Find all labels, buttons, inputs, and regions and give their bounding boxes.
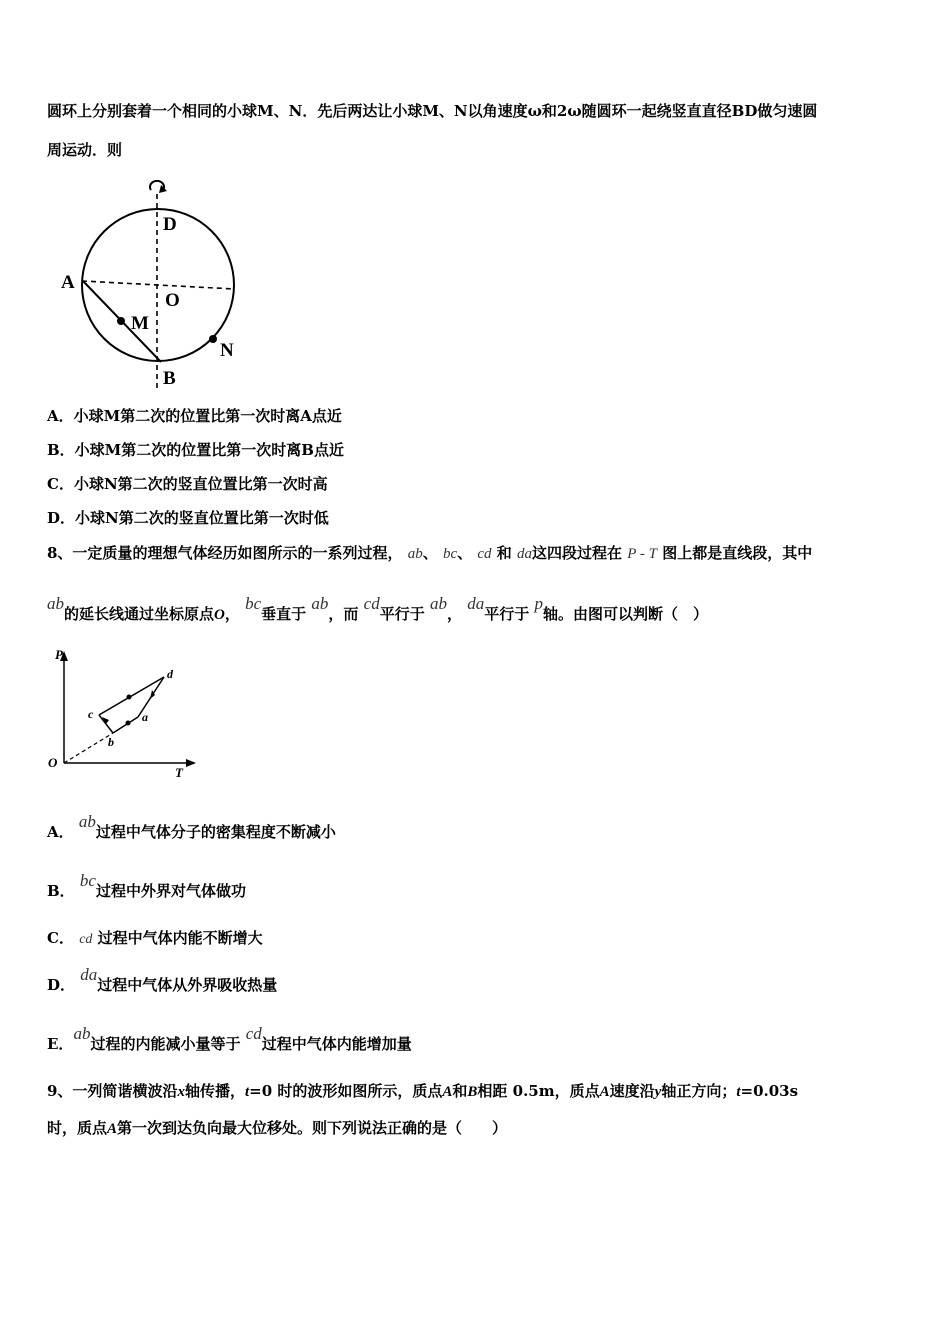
var-ab: ab — [407, 546, 423, 562]
segment-cd — [99, 677, 164, 715]
q9-text: 9、一列简谐横波沿 — [47, 1082, 178, 1100]
label-d: d — [167, 667, 173, 681]
q8-l2-6: 平行于 — [484, 605, 530, 623]
q8-l2-1: 的延长线通过坐标原点 — [64, 605, 215, 623]
var-t: t — [244, 1084, 250, 1100]
option-text: 过程中气体从外界吸收热量 — [97, 976, 278, 994]
var-da: da — [467, 594, 485, 613]
q8-option-d — [47, 965, 278, 995]
label-n: N — [220, 340, 234, 361]
var-y: y — [654, 1084, 662, 1100]
q9-text: 时，质点 — [47, 1119, 108, 1137]
label-b: B — [163, 368, 176, 389]
q8-stem-line-1 — [47, 543, 812, 564]
q8-l2-4: 平行于 — [379, 605, 425, 623]
q9-text: 轴传播， — [184, 1082, 245, 1100]
option-var: bc — [79, 871, 96, 890]
option-text: 过程的内能减小量等于 — [90, 1035, 241, 1053]
figure-ring — [55, 180, 255, 390]
diameter-ao — [82, 281, 234, 289]
ball-m — [117, 317, 125, 325]
q7-option-b: B．小球M第二次的位置比第一次时离B点近 — [47, 441, 344, 459]
q9-text: 轴正方向； — [661, 1082, 737, 1100]
q8-option-c — [47, 928, 263, 950]
option-label: D． — [47, 976, 76, 994]
label-t: T — [175, 765, 183, 780]
q8-option-a — [47, 812, 336, 842]
var-ab: ab — [429, 594, 447, 613]
var-a: A — [442, 1084, 453, 1100]
q8-option-e — [47, 1024, 412, 1054]
q8-l2-3: ，而 — [328, 605, 359, 623]
segment-ab — [113, 717, 138, 733]
option-label: B． — [47, 882, 75, 900]
label-a: a — [142, 710, 148, 724]
q9-line-2 — [47, 1118, 507, 1139]
var-p: p — [534, 594, 543, 613]
option-var: cd — [79, 932, 93, 947]
q8-l2-7: 轴。由图可以判断（ ） — [542, 605, 708, 623]
var-b: B — [467, 1084, 478, 1100]
label-b: b — [108, 735, 114, 749]
figure-pt-diagram — [40, 645, 200, 780]
q8-stem-a: 8、一定质量的理想气体经历如图所示的一系列过程， — [47, 544, 403, 562]
q8-l2-5: ， — [446, 605, 462, 623]
q9-text: 第一次到达负向最大位移处。则下列说法正确的是（ ） — [117, 1119, 508, 1137]
var-cd: cd — [363, 594, 380, 613]
label-c: c — [88, 707, 94, 721]
option-text: 过程中外界对气体做功 — [95, 882, 246, 900]
q8-l2-2: 垂直于 — [261, 605, 307, 623]
var-bc: bc — [442, 546, 458, 562]
intro-line-2: 周运动．则 — [47, 141, 123, 159]
intro-line-1: 圆环上分别套着一个相同的小球M、N．先后两达让小球M、N以角速度ω和2ω随圆环一起绕竖直直径BD做匀速圆 — [47, 102, 818, 120]
q9-text: 和 — [452, 1082, 468, 1100]
q9-text: 相距 0.5m，质点 — [477, 1082, 600, 1100]
label-o: O — [48, 755, 58, 770]
q9-line-1 — [47, 1081, 798, 1102]
q9-text: 速度沿 — [609, 1082, 655, 1100]
var-pt: P - T — [627, 546, 657, 562]
option-var: cd — [245, 1024, 262, 1043]
q8-stem-c: 图上都是直线段，其中 — [662, 544, 813, 562]
label-m: M — [131, 313, 149, 334]
var-a: A — [107, 1121, 118, 1137]
option-text: 过程中气体分子的密集程度不断减小 — [95, 823, 336, 841]
option-var: ab — [73, 1024, 91, 1043]
var-a: A — [599, 1084, 610, 1100]
q9-text: =0.03s — [740, 1082, 799, 1100]
q7-option-a: A．小球M第二次的位置比第一次时离A点近 — [47, 407, 342, 425]
q7-option-c: C．小球N第二次的竖直位置比第一次时高 — [47, 475, 328, 493]
label-d: D — [163, 214, 177, 235]
option-label: E． — [47, 1035, 74, 1053]
option-text: 过程中气体内能增加量 — [261, 1035, 412, 1053]
var-bc: bc — [245, 594, 262, 613]
var-x: x — [177, 1084, 185, 1100]
q8-option-b — [47, 871, 246, 901]
option-label: C． — [47, 929, 74, 947]
label-a: A — [61, 272, 75, 293]
option-var: da — [80, 965, 98, 984]
var-cd: cd — [477, 546, 492, 562]
q8-stem-b: 这四段过程在 — [532, 544, 623, 562]
var-o: O — [214, 607, 225, 623]
label-o: O — [165, 290, 180, 311]
ball-n — [209, 335, 217, 343]
var-ab: ab — [311, 594, 329, 613]
option-label: A． — [47, 823, 74, 841]
sep: 、 — [422, 544, 438, 562]
var-ab: ab — [47, 594, 64, 613]
comma: ， — [224, 605, 240, 623]
option-var: ab — [78, 812, 96, 831]
q8-stem-line-2 — [47, 594, 708, 625]
q7-option-d: D．小球N第二次的竖直位置比第一次时低 — [47, 509, 329, 527]
var-da: da — [517, 546, 533, 562]
dashed-extension — [64, 733, 113, 763]
q9-text: =0 时的波形如图所示，质点 — [249, 1082, 443, 1100]
label-p: P — [55, 647, 63, 662]
option-text: 过程中气体内能不断增大 — [97, 929, 263, 947]
var-t: t — [736, 1084, 741, 1100]
conj-and: 和 — [496, 544, 512, 562]
sep: 、 — [457, 544, 473, 562]
